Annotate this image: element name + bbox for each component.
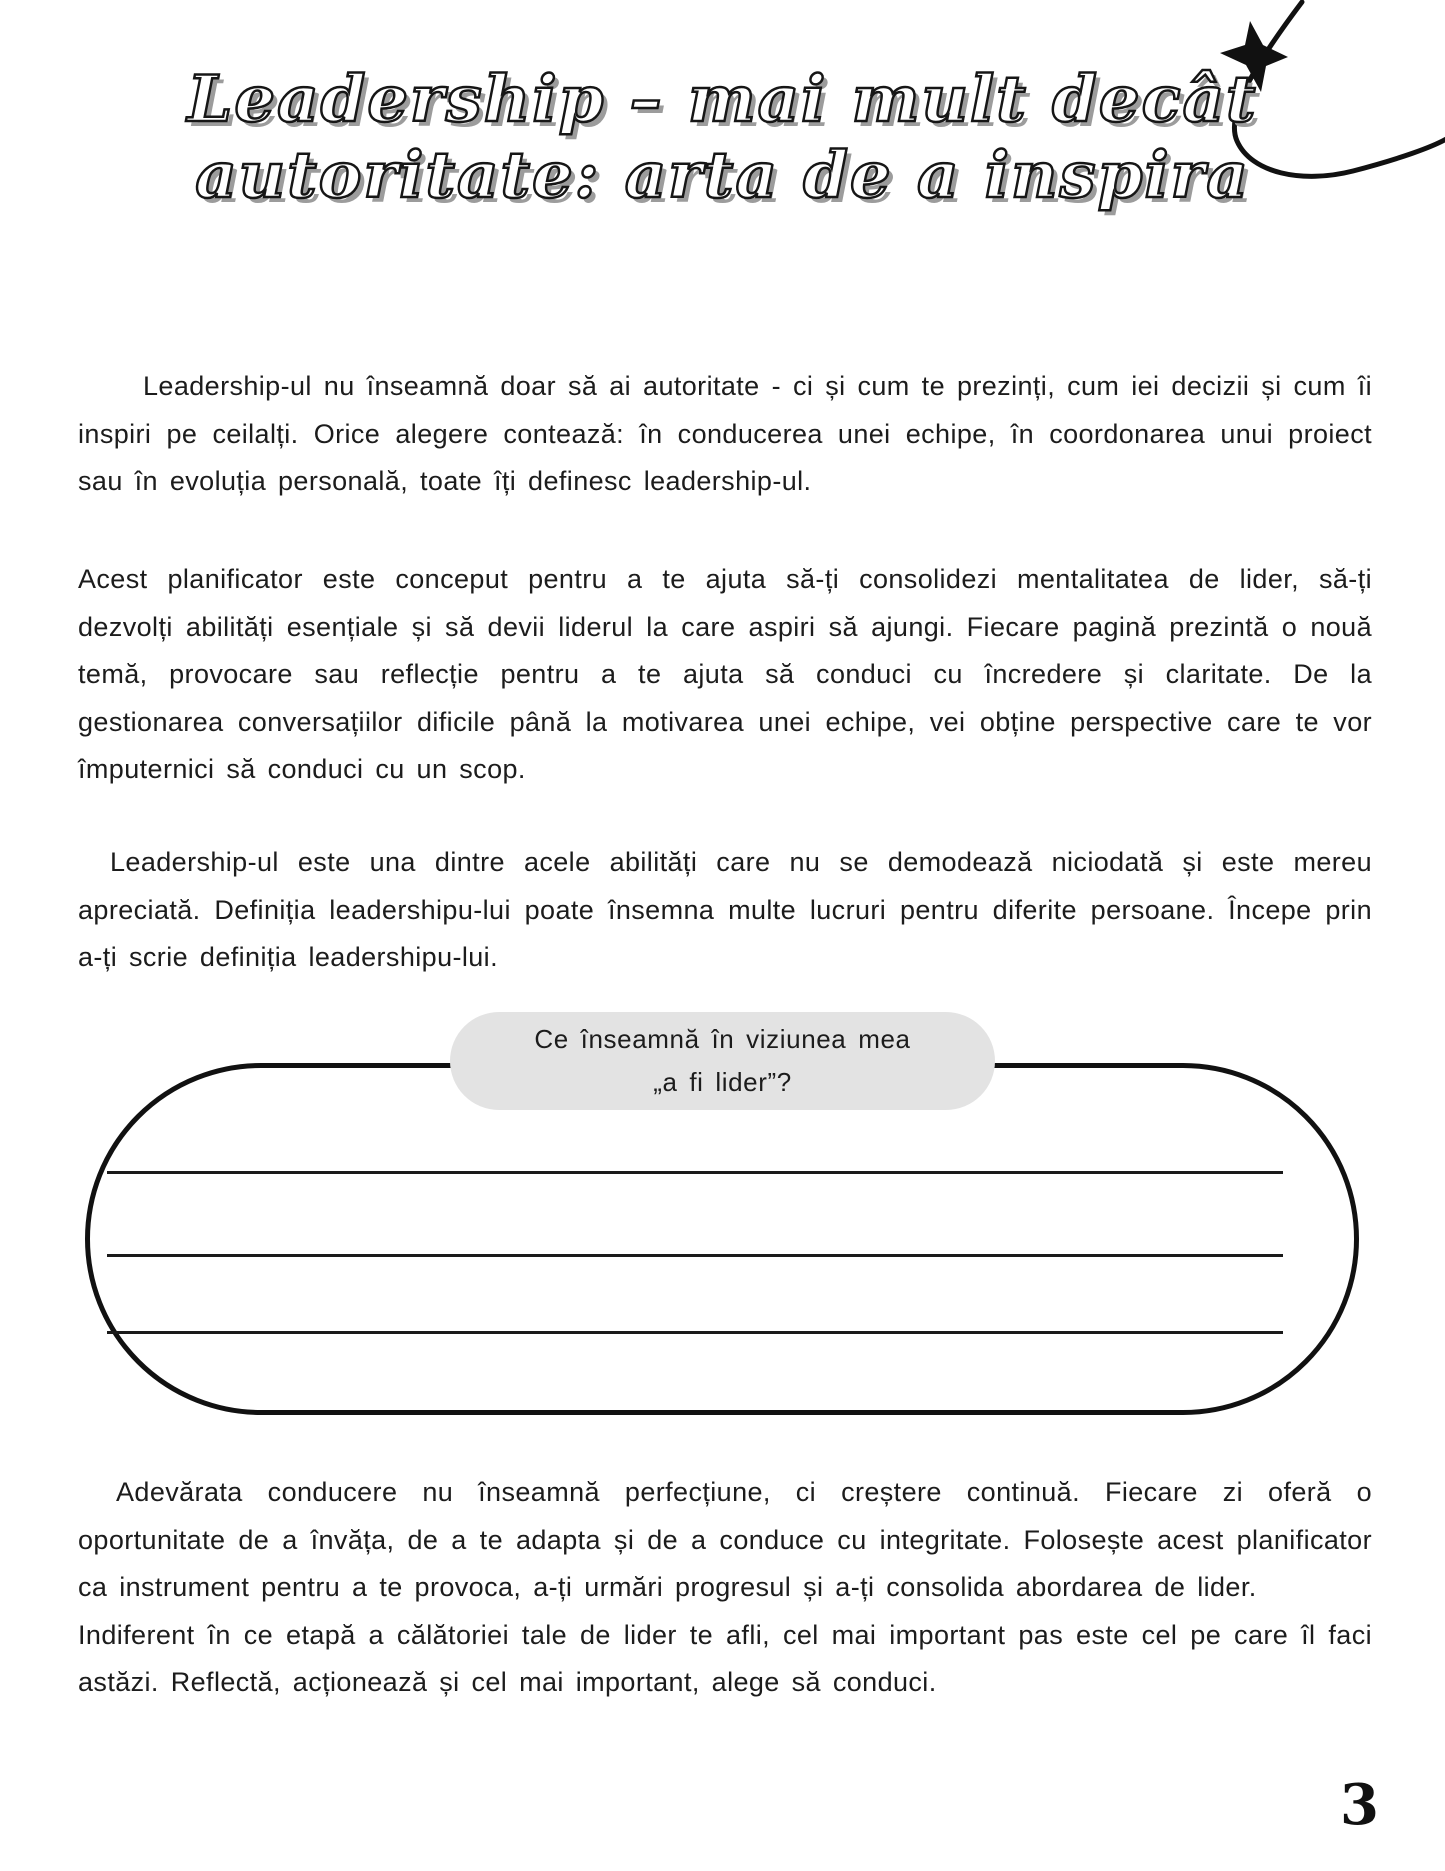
- paragraph-call-to-action: Indiferent în ce etapă a călătoriei tale de lider te afli, cel mai important pas este cel pe care îl faci astăzi. Reflectă, acționează și cel mai important, alege să conduci.: [78, 1619, 1372, 1697]
- prompt-label-line2: „a fi lider”?: [653, 1067, 792, 1097]
- prompt-label: [450, 1012, 995, 1110]
- paragraph-intro: Leadership-ul nu înseamnă doar să ai autoritate - ci și cum te prezinți, cum iei decizii și cum îi inspiri pe ceilalți. Orice alegere contează: în conducerea unei echipe, în coordonarea unui proiect sau în evoluția personală, toate îți definesc leadership-ul.: [78, 371, 1372, 496]
- answer-box: [85, 1063, 1359, 1415]
- writing-line: [107, 1171, 1283, 1174]
- page-title: [0, 62, 1445, 214]
- page-title-line1: Leadership – mai mult decât: [187, 62, 1258, 137]
- page-title-line2: autoritate: arta de a inspira: [195, 138, 1250, 213]
- paragraph-growth: Adevărata conducere nu înseamnă perfecțiune, ci creștere continuă. Fiecare zi oferă o oportunitate de a învăța, de a te adapta și de a conduce cu integritate. Folosește acest planificator ca instrument pentru a te provoca, a-ți urmări progresul și a-ți consolida abordarea de lider.: [78, 1477, 1372, 1602]
- writing-line: [107, 1331, 1283, 1334]
- writing-line: [107, 1254, 1283, 1257]
- paragraph-definition-invite: Leadership-ul este una dintre acele abilități care nu se demodează niciodată și este mereu apreciată. Definiția leadershipu-lui poate însemna multe lucruri pentru diferite persoane. Începe prin a-ți scrie definiția leadershipu-lui.: [78, 847, 1372, 972]
- page-number: 3: [1340, 1772, 1379, 1838]
- paragraph-planner-purpose: Acest planificator este conceput pentru a te ajuta să-ți consolidezi mentalitatea de lider, să-ți dezvolți abilități esențiale și să devii liderul la care aspiri să ajungi. Fiecare pagină prezintă o nouă temă, provocare sau reflecție pentru a te ajuta să conduci cu încredere și claritate. De la gestionarea conversațiilor dificile până la motivarea unei echipe, vei obține perspective care te vor împuternici să conduci cu un scop.: [78, 564, 1372, 784]
- prompt-label-line1: Ce înseamnă în viziunea mea: [534, 1024, 911, 1054]
- closing-paragraphs: [78, 1469, 1372, 1707]
